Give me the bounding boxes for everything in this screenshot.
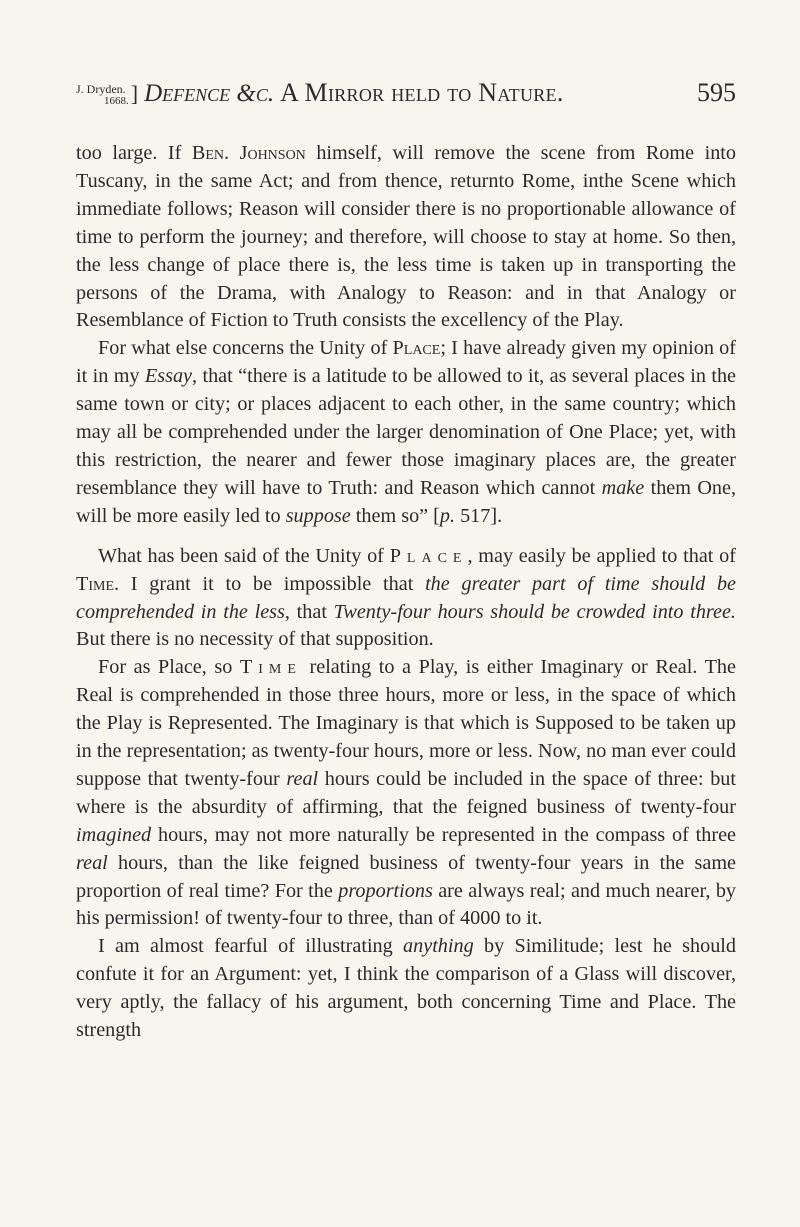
text-segment: suppose	[285, 504, 351, 527]
text-segment: , may easily be applied to that of	[467, 544, 736, 567]
text-segment: Time	[239, 656, 302, 679]
text-segment: Place	[389, 544, 468, 567]
text-segment: hours, may not more naturally be represented in the compass of three	[151, 823, 736, 846]
paragraph-p5	[76, 933, 736, 1045]
header-author	[76, 83, 129, 107]
text-segment: the greater part of time should be comprehended in the less	[76, 572, 736, 623]
text-segment: Place	[392, 337, 441, 360]
text-segment: What has been said of the Unity of	[98, 544, 390, 567]
text-segment: imagined	[76, 823, 152, 846]
header-section: Defence &c.	[144, 80, 275, 107]
text-segment: , that	[284, 600, 334, 623]
book-page	[76, 78, 736, 1045]
paragraph-p4	[76, 654, 736, 933]
text-segment: make	[601, 476, 645, 499]
text-segment: . I grant it to be impossible that	[114, 572, 426, 595]
header-author-name: J. Dryden.	[76, 82, 126, 96]
text-segment: them One, will be more easily led to	[76, 476, 736, 527]
paragraph-p2	[76, 335, 736, 530]
body-text	[76, 140, 736, 1045]
text-segment: real	[76, 851, 108, 874]
text-segment: But there is no necessity of that supposition.	[76, 628, 434, 651]
text-segment: For what else concerns the Unity of	[98, 337, 393, 360]
running-header	[76, 78, 736, 118]
text-segment: hours, than the like feigned business of twenty-four years in the same proportion of real time? For the	[76, 851, 736, 902]
text-segment: Ben. Johnson	[191, 142, 306, 164]
text-segment: For as Place, so	[98, 656, 240, 679]
header-title: A Mirror held to Nature.	[280, 78, 564, 107]
text-segment: by Similitude; lest he should confute it for an Argument: yet, I think the comparison of a Glass will discover, very aptly, the fallacy of his argument, both concerning Time and Place. The strength	[76, 935, 736, 1042]
text-segment: proportions	[338, 879, 433, 902]
text-segment: p.	[439, 504, 456, 527]
text-segment: anything	[403, 935, 474, 958]
text-segment: are always real; and much nearer, by his permission! of twenty-four to three, than of 4000 to it.	[76, 879, 737, 930]
text-segment: Time	[76, 572, 114, 595]
text-segment: ; I have already given my opinion of it in my	[76, 337, 736, 388]
paragraph-p3	[76, 543, 736, 655]
text-segment: Essay	[144, 365, 193, 388]
text-segment: too large. If	[76, 142, 192, 164]
text-segment: I am almost fearful of illustrating	[98, 935, 404, 958]
header-left	[76, 78, 564, 115]
text-segment: , that “there is a latitude to be allowed to it, as several places in the same town or city; or places adjacent to each other, in the same country; which may all be comprehended under the larger denomination of One Place; yet, with this restriction, the nearer and fewer those imaginary places are, the greater resemblance they will have to Truth: and Reason which cannot	[76, 365, 736, 499]
text-segment: himself, will remove the scene from Rome into Tuscany, in the same Act; and from thence, returnto Rome, inthe Scene which immediate follows; Reason will consider there is no proportionable allowance of time to perform the journey; and therefore, will choose to stay at home. So then, the less change of place there is, the less time is taken up in transporting the persons of the Drama, with Analogy to Reason: and in that Analogy or Resemblance of Fiction to Truth consists the excellency of the Play.	[76, 142, 736, 332]
text-segment: them so” [	[350, 504, 440, 527]
header-year: 1668.	[104, 95, 129, 107]
text-segment: real	[286, 767, 319, 790]
text-segment: Twenty-four hours should be crowded into three.	[333, 600, 736, 623]
text-segment: hours could be included in the space of three: but where is the absurdity of affirming, that the feigned business of twenty-four	[76, 767, 737, 818]
text-segment: relating to a Play, is either Imaginary or Real. The Real is comprehended in those three hours, more or less, in the space of which the Play is Represented. The Imaginary is that which is Supposed to be taken up in the representation; as twenty-four hours, more or less. Now, no man ever could suppose that twenty-four	[76, 656, 736, 790]
paragraph-p1	[76, 140, 736, 335]
header-bracket: ]	[130, 81, 139, 106]
page-number: 595	[697, 78, 736, 107]
text-segment: 517].	[455, 504, 503, 527]
